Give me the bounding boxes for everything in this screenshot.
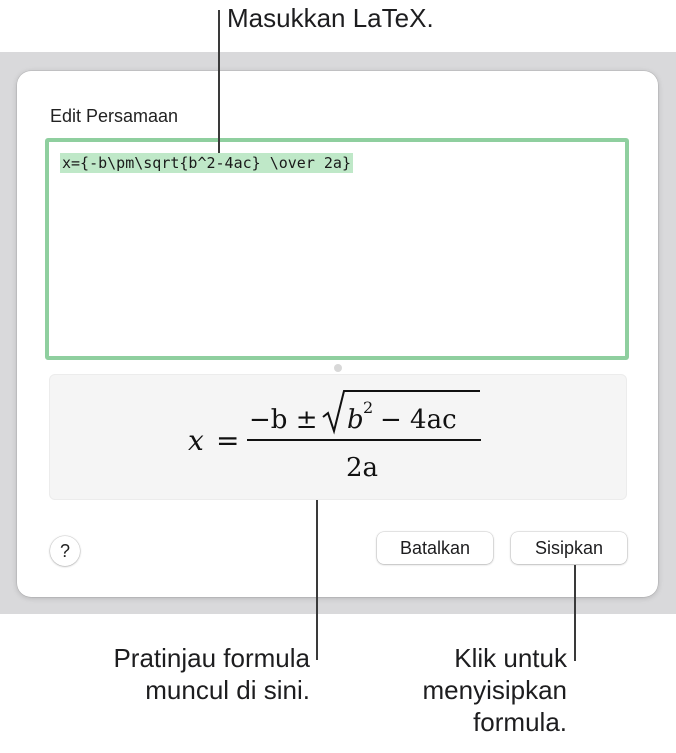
latex-input-field[interactable]	[45, 138, 629, 360]
formula-radicand-rest: − 4ac	[380, 405, 457, 435]
resize-handle[interactable]	[334, 364, 342, 372]
formula-preview-render	[50, 375, 626, 499]
callout-line-preview	[316, 500, 318, 660]
callout-insert: Klik untuk menyisipkan formula.	[422, 643, 567, 737]
formula-radicand-base: b	[347, 405, 364, 435]
cancel-button[interactable]: Batalkan	[377, 532, 493, 564]
callout-line-insert	[574, 565, 576, 661]
dialog-title: Edit Persamaan	[50, 106, 179, 126]
formula-equals: =	[216, 424, 240, 457]
formula-denominator: 2a	[346, 453, 379, 483]
fraction-bar	[247, 439, 481, 441]
callout-preview: Pratinjau formula muncul di sini.	[113, 643, 310, 705]
help-button[interactable]: ?	[50, 536, 80, 566]
callout-latex: Masukkan LaTeX.	[227, 3, 434, 33]
formula-radicand-exponent: 2	[363, 398, 374, 417]
formula-preview	[49, 374, 627, 500]
formula-numerator-prefix: −b ±	[249, 405, 318, 435]
formula-lhs: x	[188, 424, 204, 457]
latex-input-text[interactable]: x={-b\pm\sqrt{b^2-4ac} \over 2a}	[62, 154, 351, 172]
edit-equation-dialog	[17, 71, 658, 597]
callout-line-latex	[218, 10, 220, 153]
insert-button[interactable]: Sisipkan	[511, 532, 627, 564]
